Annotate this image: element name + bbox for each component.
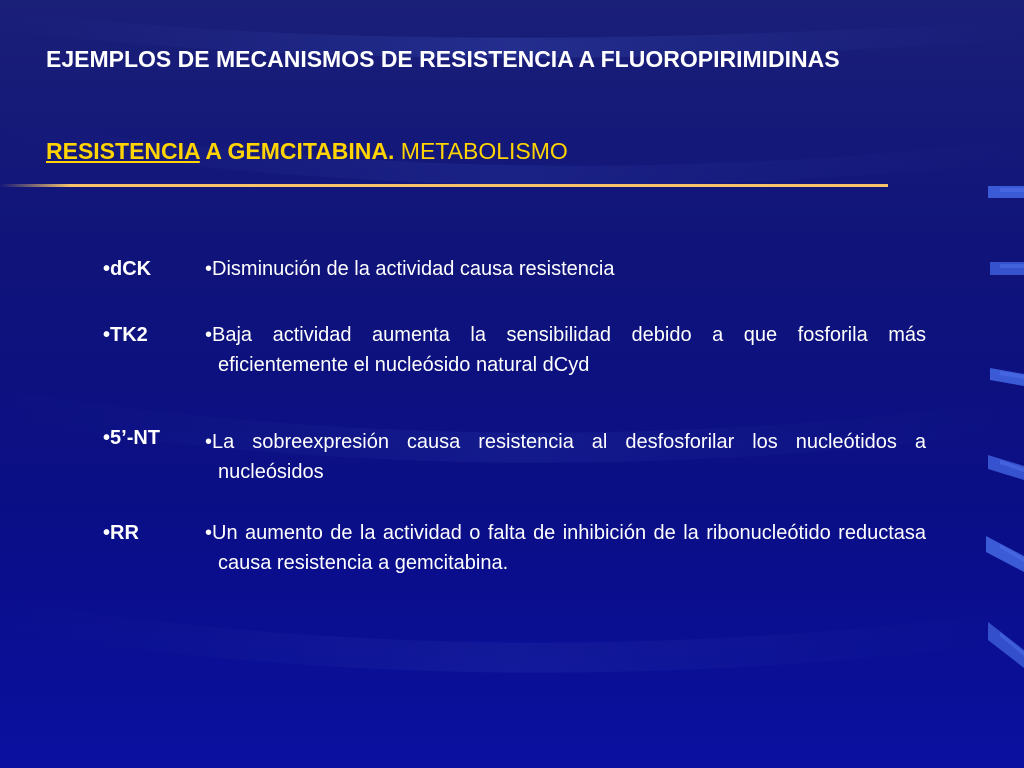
slide-subtitle <box>46 137 568 165</box>
subtitle-resistencia: RESISTENCIA <box>46 138 200 164</box>
subtitle-metabolismo: METABOLISMO <box>394 138 568 164</box>
slide-title: EJEMPLOS DE MECANISMOS DE RESISTENCIA A FLUOROPIRIMIDINAS <box>46 46 840 72</box>
item-label: • dCK <box>103 254 151 284</box>
item-description: • Un aumento de la actividad o falta de inhibición de la ribonucleótido reductasa causa resistencia a gemcitabina. <box>205 518 926 578</box>
item-description: • Baja actividad aumenta la sensibilidad debido a que fosforila más eficientemente el nucleósido natural dCyd <box>205 320 926 380</box>
item-description: • La sobreexpresión causa resistencia al desfosforilar los nucleótidos a nucleósidos <box>205 427 926 487</box>
item-label: • 5’-NT <box>103 423 160 453</box>
item-label: • RR <box>103 518 139 548</box>
subtitle-gemcitabina: A GEMCITABINA. <box>199 138 395 164</box>
item-label: • TK2 <box>103 320 148 350</box>
divider-line <box>0 184 888 187</box>
item-description: • Disminución de la actividad causa resistencia <box>205 254 926 284</box>
